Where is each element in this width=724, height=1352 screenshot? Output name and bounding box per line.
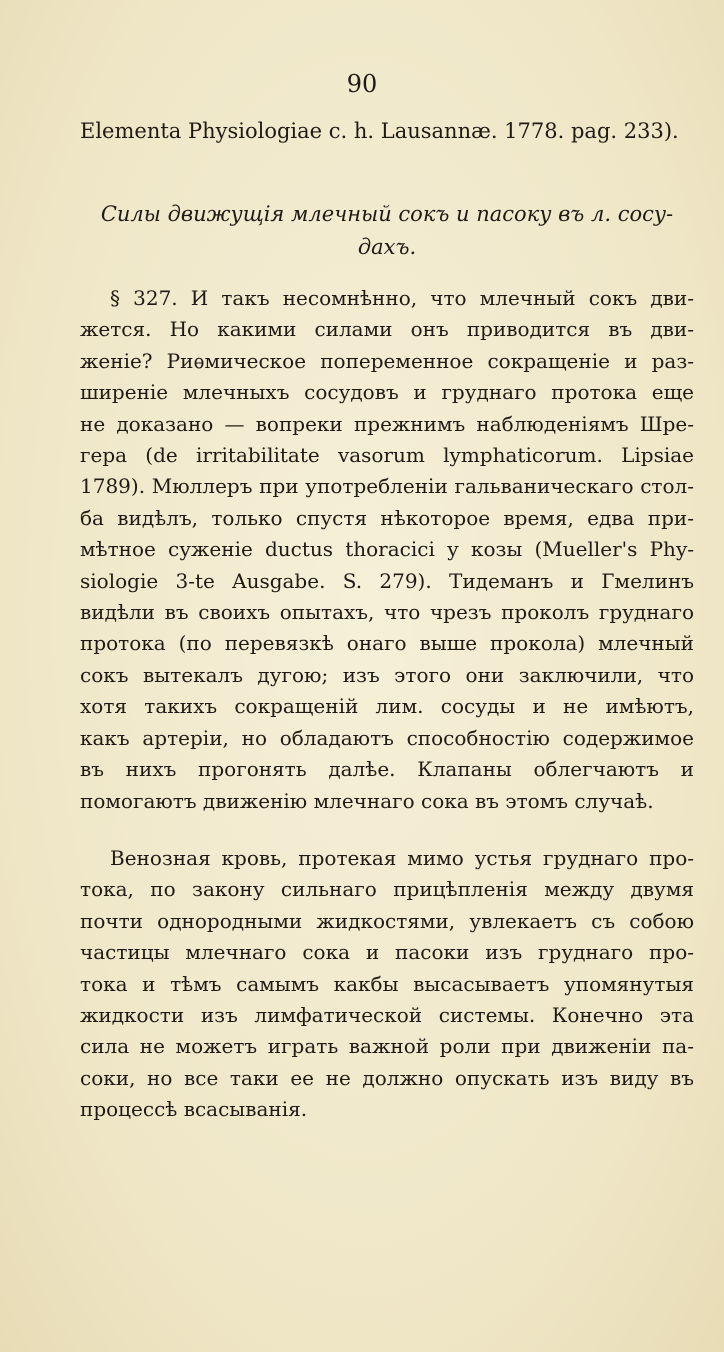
text-line: почти однородными жидкостями, увлекаетъ съ собою xyxy=(80,908,694,933)
text-line: ширеніе млечныхъ сосудовъ и груднаго протока еще xyxy=(80,380,694,405)
page-number: 90 xyxy=(346,70,378,98)
text-line: мѣтное суженіе ductus thoracici у козы (Mueller's Phy- xyxy=(80,537,694,562)
text-line: видѣли въ своихъ опытахъ, что чрезъ проколъ груднаго xyxy=(80,600,694,625)
reference-continuation: Elementa Physiologiae c. h. Lausannæ. 1778. pag. 233). xyxy=(80,119,679,143)
text-line: какъ артеріи, но обладаютъ способностію содержимое xyxy=(80,725,694,750)
section-heading: Силы движущія млечный сокъ и пасоку въ л. сосу- дахъ. xyxy=(100,202,674,259)
text-line: жется. Но какими силами онъ приводится въ дви- xyxy=(80,317,694,342)
text-line: протока (по перевязкѣ онаго выше прокола) млечный xyxy=(80,631,694,656)
text-line: соки, но все таки ее не должно опускать изъ виду въ xyxy=(80,1065,694,1090)
paragraph-venous-blood xyxy=(80,843,694,1126)
text-line: сила не можетъ играть важной роли при движеніи па- xyxy=(80,1034,694,1059)
text-line: siologie 3-te Ausgabe. S. 279). Тидеманъ и Гмелинъ xyxy=(80,568,694,593)
text-line: тока, по закону сильнаго прицѣпленія между двумя xyxy=(80,877,694,902)
paragraph-327 xyxy=(80,283,694,817)
text-line: сокъ вытекалъ дугою; изъ этого они заключили, что xyxy=(80,662,694,687)
text-line: жидкости изъ лимфатической системы. Конечно эта xyxy=(80,1003,694,1028)
text-line: 1789). Мюллеръ при употребленіи гальваническаго стол- xyxy=(80,474,694,499)
text-line: процессѣ всасыванія. xyxy=(80,1097,308,1122)
text-line: не доказано — вопреки прежнимъ наблюденіямъ Шре- xyxy=(80,411,694,436)
text-line: хотя такихъ сокращеній лим. сосуды и не имѣютъ, xyxy=(80,694,694,719)
text-line: § 327. И такъ несомнѣнно, что млечный сокъ дви- xyxy=(110,286,694,310)
text-line: помогаютъ движенію млечнаго сока въ этомъ случаѣ. xyxy=(80,788,654,813)
text-line: Венозная кровь, протекая мимо устья груднаго про- xyxy=(110,846,694,870)
text-line: частицы млечнаго сока и пасоки изъ груднаго про- xyxy=(80,940,694,965)
text-line: гера (de irritabilitate vasorum lymphaticorum. Lipsiae xyxy=(80,443,694,468)
text-line: тока и тѣмъ самымъ какбы высасываетъ упомянутыя xyxy=(80,971,694,996)
text-line: ба видѣлъ, только спустя нѣкоторое время, едва при- xyxy=(80,505,694,530)
text-line: женіе? Риѳмическое попеременное сокращеніе и раз- xyxy=(80,348,694,373)
text-line: въ нихъ прогонять далѣе. Клапаны облегчаютъ и xyxy=(80,757,694,782)
